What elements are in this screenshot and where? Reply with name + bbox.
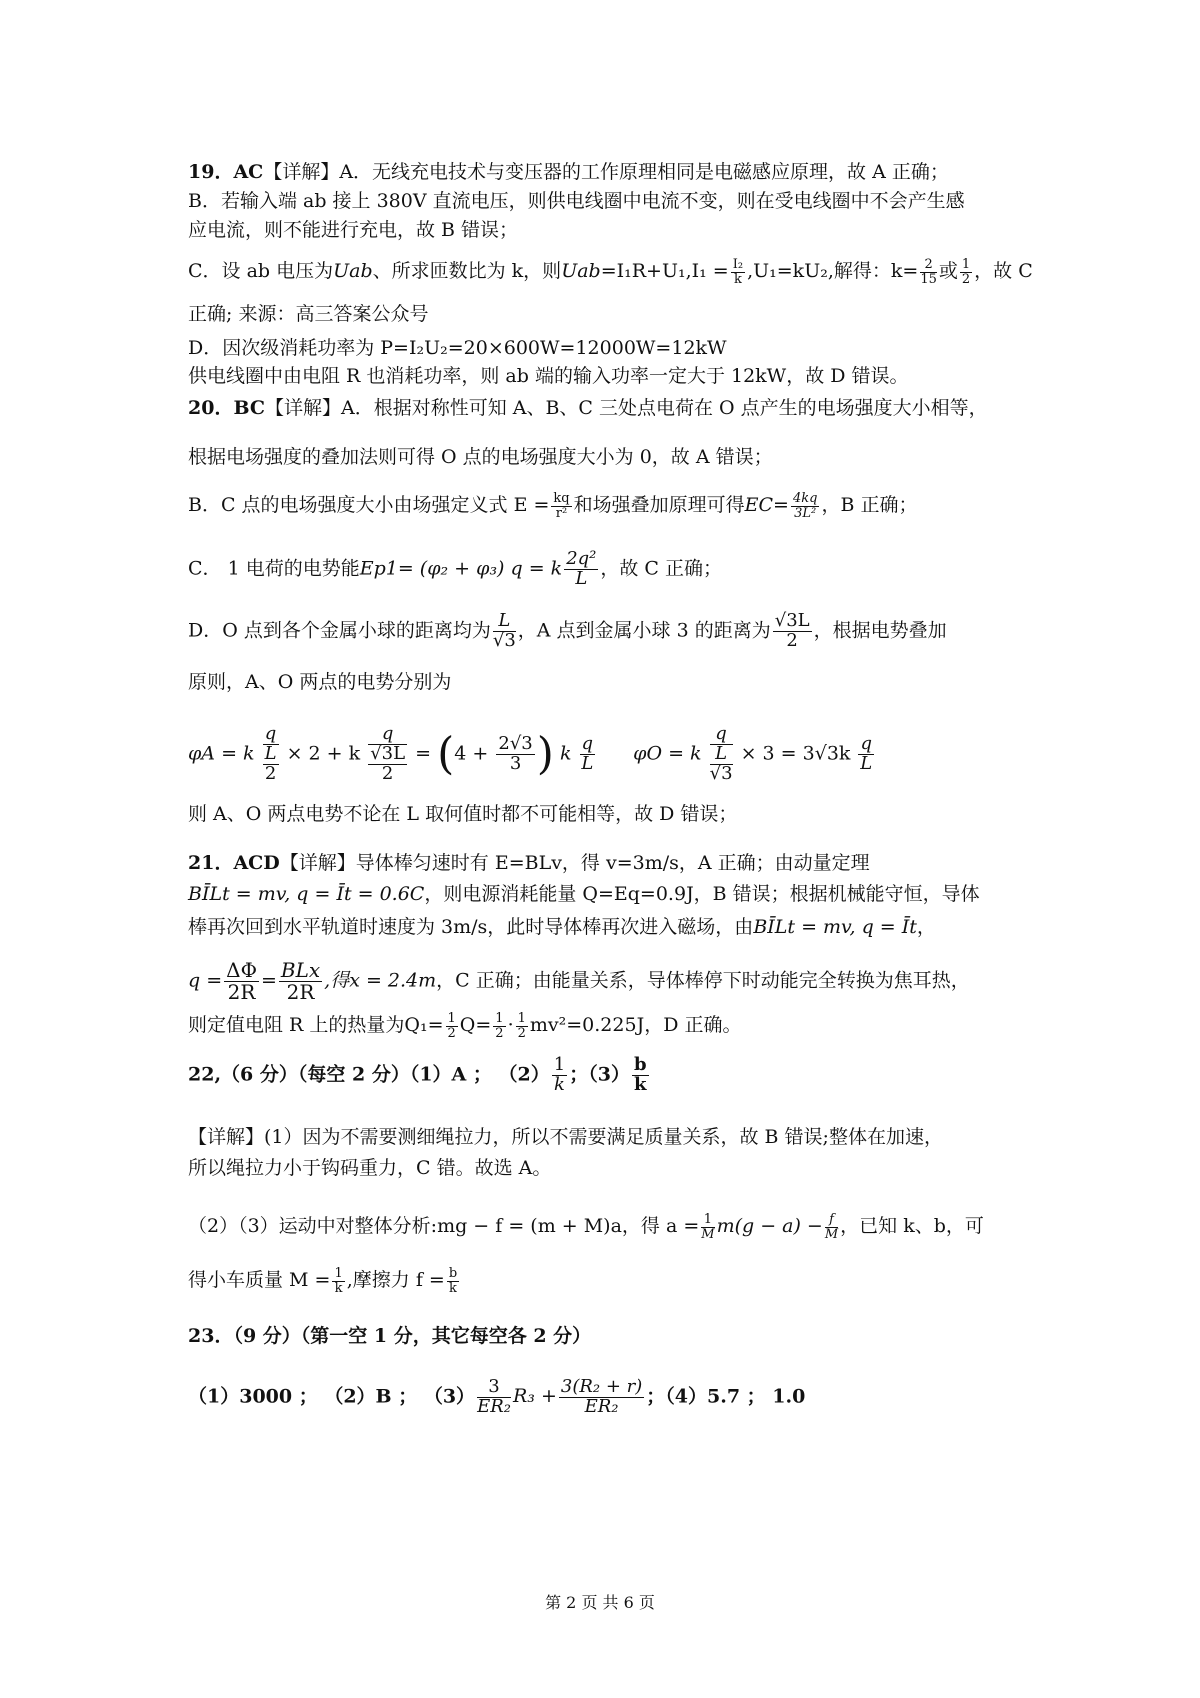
fraction-2sqrt3-3: $\frac{2√3}{3}$ [498,732,533,774]
fraction-2q2-l: $\frac{\text{2q²}}{L}$ [566,548,597,589]
fraction-2-15: $\frac{2}{15}$ [920,257,937,287]
q19-line-3: 应电流，则不能进行充电，故 B 错误； [188,219,519,241]
page-footer: 第 2 页 共 6 页 [545,1593,655,1612]
q20-potential-equations: φA = k q L 2 × 2 + k q √3L 2 = (4 + $\frac{2√3}{3}$ ) k $\frac{q}{L}$ φO = k q L √3 × 3 = 3√3k $\frac{q}{L}$ [188,723,873,784]
fraction-half-3: $\frac{1}{2}$ [517,1011,526,1041]
fraction-3r2r-er2: $\frac{\text{3(R₂ + r)}}{\text{ER₂}}$ [560,1376,643,1417]
q19-line-6: D．因次级消耗功率为 P=I₂U₂=20×600W=12000W=12kW [188,337,727,359]
q19-line-4: C．设 ab 电压为Uab、所求匝数比为 k，则Uab=I₁R+U₁,I₁ = $\frac{\text{I₂}}{k}$ ,U₁=kU₂,解得：k= $\frac{2}{15}$ 或 $\frac{1}{2}$ ，故 C [188,257,1033,287]
q22-detail-3: （2）（3）运动中对整体分析:mg − f = (m + M)a，得 a = $\frac{1}{M}$ m(g − a) − $\frac{f}{M}$ ，已知 k、b，可 [188,1212,984,1242]
q19-line-2: B．若输入端 ab 接上 380V 直流电压，则供电线圈中电流不变，则在受电线圈中不会产生感 [188,190,965,212]
fraction-1-k-small: $\frac{1}{k}$ [334,1266,343,1296]
q21-line-2: BĪLt = mv, q = Īt = 0.6C，则电源消耗能量 Q=Eq=0.9J，B 错误；根据机械能守恒，导体 [188,883,980,905]
q23-answers: （1）3000 ； （2）B ； （3） $\frac{3}{\text{ER₂}}$ R₃ + $\frac{\text{3(R₂ + r)}}{\text{ER₂}}$ ；（4）5.7 ； 1.0 [188,1376,806,1417]
fraction-half-2: $\frac{1}{2}$ [495,1011,504,1041]
fraction-sqrt3l-2: $\frac{√3L}{2}$ [774,610,810,651]
fraction-b-k-small: $\frac{b}{k}$ [448,1266,458,1296]
q19-line-7: 供电线圈中由电阻 R 也消耗功率，则 ab 端的输入功率一定大于 12kW，故 D 错误。 [188,365,909,387]
fraction-b-k: $\frac{b}{k}$ [633,1054,647,1095]
fraction-q-l-2: $\frac{q}{L}$ [860,732,873,774]
q20-line-8: 则 A、O 两点电势不论在 L 取何值时都不可能相等，故 D 错误； [188,803,738,825]
fraction-1-m: $\frac{1}{M}$ [701,1212,715,1242]
q21-line-4: q = $\frac{\Delta\Phi}{2R}$ = BLx 2R ,得x = 2.4m，C 正确；由能量关系，导体棒停下时动能完全转换为焦耳热， [188,958,970,1004]
q22-detail-4: 得小车质量 M = $\frac{1}{k}$ ,摩擦力 f = $\frac{b}{k}$ [188,1266,458,1296]
fraction-q-l: $\frac{q}{L}$ [581,732,594,774]
fraction-q-l-over-2: q L 2 [264,723,277,784]
q21-line-3: 棒再次回到水平轨道时速度为 3m/s，此时导体棒再次进入磁场，由BĪLt = mv, q = Īt， [188,916,936,938]
fraction-3-er2: $\frac{3}{\text{ER₂}}$ [477,1376,511,1417]
fraction-i2-k: $\frac{\text{I₂}}{k}$ [732,257,744,287]
fraction-1-k: $\frac{1}{k}$ [553,1054,566,1095]
q20-number: 20．BC [188,397,265,419]
q19-line-1: 19．AC【详解】A．无线充电技术与变压器的工作原理相同是电磁感应原理，故 A 正确； [188,161,949,183]
fraction-q-l-over-sqrt3: q L √3 [709,723,733,784]
q20-line-2: 根据电场强度的叠加法则可得 O 点的电场强度大小为 0，故 A 错误； [188,446,773,468]
q23-header: 23．（9 分）（第一空 1 分，其它每空各 2 分） [188,1325,592,1347]
fraction-f-m: $\frac{f}{M}$ [824,1212,839,1242]
fraction-blx-2r: BLx 2R [280,958,321,1004]
q20-line-1: 20．BC【详解】A．根据对称性可知 A、B、C 三处点电荷在 O 点产生的电场强度大小相等， [188,397,988,419]
q22-answers: 22,（6 分）（每空 2 分）（1）A ； （2） $\frac{1}{k}$ ；（3） $\frac{b}{k}$ [188,1054,647,1095]
q20-line-4: C． 1 电荷的电势能Ep1= (φ₂ + φ₃) q = k $\frac{\text{2q²}}{L}$ ，故 C 正确； [188,548,723,589]
fraction-dphi-2r: $\frac{\Delta\Phi}{2R}$ [226,958,257,1004]
q22-detail-1: 【详解】(1）因为不需要测细绳拉力，所以不需要满足质量关系，故 B 错误;整体在加速， [188,1126,943,1148]
q21-line-5: 则定值电阻 R 上的热量为Q₁= $\frac{1}{2}$ Q= $\frac{1}{2}$ · $\frac{1}{2}$ mv²=0.225J，D 正确。 [188,1011,742,1041]
fraction-1-2: $\frac{1}{2}$ [961,257,971,287]
q20-line-6: 原则，A、O 两点的电势分别为 [188,671,452,693]
q20-line-5: D．O 点到各个金属小球的距离均为 $\frac{L}{√3}$ ，A 点到金属小球 3 的距离为 $\frac{√3L}{2}$ ，根据电势叠加 [188,610,947,651]
q21-number: 21．ACD [188,852,280,874]
fraction-kq-r2: $\frac{kq}{\text{r²}}$ [553,491,570,521]
q19-number: 19．AC [188,161,264,183]
fraction-l-sqrt3: $\frac{L}{√3}$ [492,610,516,651]
q22-detail-2: 所以绳拉力小于钩码重力，C 错。故选 A。 [188,1157,552,1179]
fraction-half-1: $\frac{1}{2}$ [447,1011,456,1041]
q19-line-5: 正确; 来源：高三答案公众号 [188,303,429,325]
q21-line-1: 21．ACD【详解】导体棒匀速时有 E=BLv，得 v=3m/s，A 正确；由动量定理 [188,852,870,874]
fraction-q-sqrt3l-over-2: q √3L 2 [370,723,406,784]
fraction-4kq-3l2: $\frac{4kq}{\text{3L²}}$ [792,491,818,521]
q20-line-3: B．C 点的电场强度大小由场强定义式 E = $\frac{kq}{\text{r²}}$ 和场强叠加原理可得EC= $\frac{4kq}{\text{3L²}}$ ，B 正确； [188,491,918,521]
